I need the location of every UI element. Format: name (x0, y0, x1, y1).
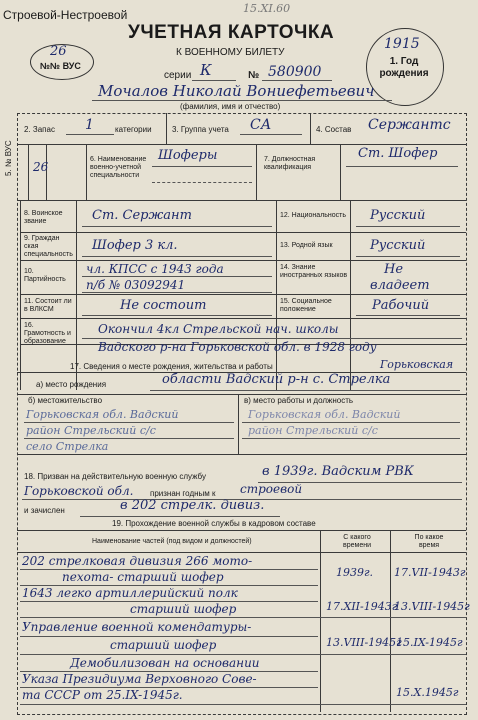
org-stamp: Строевой-Нестроевой (3, 8, 128, 22)
service-table-title: 19. Прохождение военной службы в кадровом составе (112, 519, 316, 528)
col-unit-header: Наименование частей (под видом и должностей) (92, 538, 252, 545)
service-row2-line1: Управление военной комендатуры- (22, 620, 252, 634)
col-to-header: По какое время (414, 534, 444, 549)
service-row1-line3: 1643 легко артиллерийский полк (22, 586, 238, 600)
conscription-label: 18. Призван на действительную военную службу (24, 472, 206, 481)
social-value: Рабочий (372, 298, 430, 313)
residence-title: 17. Сведения о месте рождения, жительства и работы (70, 362, 273, 371)
service-row1b-from: 17.XII-1943г (326, 600, 398, 613)
birthplace-label: а) место рождения (36, 380, 107, 389)
number-value: 580900 (268, 64, 322, 80)
social-label: 15. Социальное положение (280, 298, 332, 313)
staff-value: Сержантс (368, 117, 451, 133)
vus-number-label: №№ ВУС (40, 61, 81, 71)
native-language-label: 13. Родной язык (280, 242, 333, 249)
residence-title-hand: Горьковская (380, 358, 454, 371)
year-label: 1. Год рождения (379, 56, 429, 79)
series-label: серии (164, 70, 192, 81)
service-row3-to: 15.X.1945г (396, 686, 459, 699)
vus-side-label: 5. № ВУС (4, 140, 13, 176)
group-value: СА (250, 117, 272, 133)
workplace-line-1: Горьковская обл. Вадский (248, 408, 401, 421)
specialty-label: 6. Наименование военно-учетной специальности (90, 156, 147, 179)
languages-value: Не (384, 262, 404, 277)
reserve-label: 2. Запас (24, 125, 55, 134)
service-row1b-to: 13.VIII-1945г (394, 600, 470, 613)
komsomol-label: 11. Состоит ли в ВЛКСМ (24, 298, 72, 313)
service-row1-line2: пехота- старший шофер (62, 570, 224, 584)
service-row3-line1: Демобилизован на основании (70, 656, 260, 670)
service-row3-line2: Указа Президиума Верховного Сове- (22, 672, 257, 686)
full-name-caption: (фамилия, имя и отчество) (180, 102, 281, 111)
service-row1-from: 1939г. (336, 566, 374, 579)
education-label: 16. Грамотность и образование (24, 322, 71, 345)
fit-value: строевой (240, 482, 303, 496)
residence-line-2: район Стрельский с/с (26, 424, 156, 437)
service-row1-line1: 202 стрелковая дивизия 266 мото- (22, 554, 253, 568)
series-value: К (200, 61, 212, 79)
card-title: УЧЕТНАЯ КАРТОЧКА (128, 22, 335, 43)
qualification-label: 7. Должностная квалификация (264, 156, 316, 171)
nationality-label: 12. Национальность (280, 212, 347, 219)
service-row2-to: 15.IX-1945г (396, 636, 463, 649)
year-value: 1915 (384, 36, 420, 52)
service-row3-line3: та СССР от 25.IX-1945г. (22, 688, 183, 702)
conscription-region-value: Горьковской обл. (24, 484, 134, 498)
pencil-note: 15.XI.60 (243, 2, 291, 15)
birthplace-value: области Вадский р-н с. Стрелка (162, 372, 391, 387)
languages-label: 14. Знание иностранных языков (280, 264, 348, 279)
vus-number-value: 26 (50, 44, 67, 59)
native-language-value: Русский (370, 238, 426, 253)
service-row2-line2: старший шофер (110, 638, 217, 652)
languages-value-2: владеет (370, 278, 430, 293)
residence-label: б) местожительство (28, 396, 103, 405)
conscription-value: в 1939г. Вадским РВК (262, 464, 414, 479)
nationality-value: Русский (370, 208, 426, 223)
party-value: чл. КПСС с 1943 года (86, 262, 224, 276)
full-name-value: Мочалов Николай Вониефетьевич (98, 82, 375, 100)
reserve-value: 1 (85, 117, 94, 133)
group-label: 3. Группа учета (172, 125, 229, 134)
service-row2-from: 13.VIII-1945г (326, 636, 402, 649)
enlisted-value: в 202 стрелк. дивиз. (120, 498, 265, 513)
service-row1-line4: старший шофер (130, 602, 237, 616)
service-row1-to: 17.VII-1943г (394, 566, 466, 579)
qualification-value: Ст. Шофер (358, 146, 438, 161)
specialty-value: Шоферы (158, 148, 218, 163)
vus-field-value: 26 (33, 160, 49, 174)
education-line-2: Вадского р-на Горьковской обл. в 1928 году (98, 340, 377, 354)
civil-specialty-label: 9. Граждан ская специальность (24, 235, 73, 258)
civil-specialty-value: Шофер 3 кл. (92, 238, 178, 253)
workplace-line-2: район Стрельский с/с (248, 424, 378, 437)
col-from-header: С какого времени (343, 534, 371, 549)
rank-label: 8. Воинское звание (24, 210, 63, 225)
party-label: 10. Партийность (24, 268, 66, 283)
fit-label: признан годным к (150, 489, 216, 498)
category-label: категории (115, 125, 152, 134)
number-label: № (248, 70, 260, 81)
enlisted-label: и зачислен (24, 506, 65, 515)
staff-label: 4. Состав (316, 125, 352, 134)
residence-line-1: Горьковская обл. Вадский (26, 408, 179, 421)
rank-value: Ст. Сержант (92, 208, 192, 223)
workplace-label: в) место работы и должность (244, 396, 354, 405)
education-line-1: Окончил 4кл Стрельской нач. школы (98, 322, 339, 336)
party-card-value: п/б № 03092941 (86, 278, 186, 292)
residence-line-3: село Стрелка (26, 440, 109, 453)
komsomol-value: Не состоит (120, 298, 207, 313)
card-subtitle: К ВОЕННОМУ БИЛЕТУ (176, 47, 285, 58)
